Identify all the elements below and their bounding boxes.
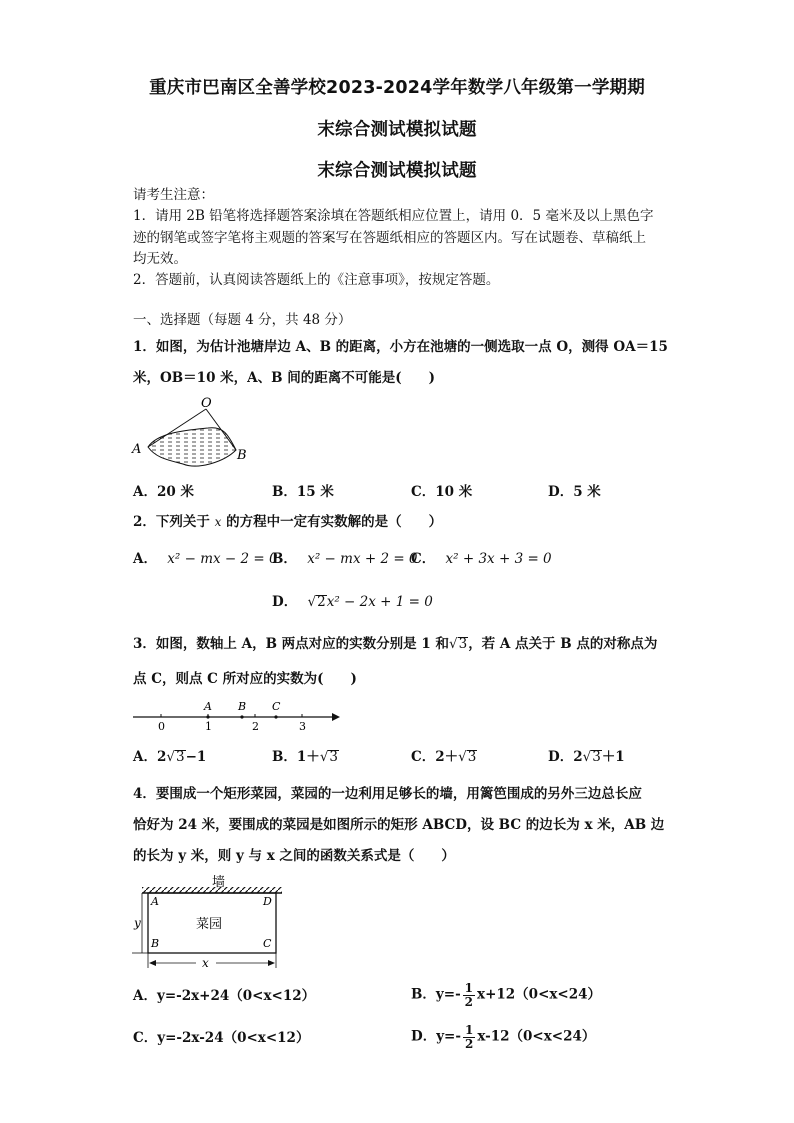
q3-option-a[interactable]: A．2√3−1 [133, 749, 207, 765]
q2-stem: 2．下列关于 x 的方程中一定有实数解的是（ ） [133, 514, 443, 530]
q4-option-a[interactable]: A．y=-2x+24（0<x<12） [133, 988, 316, 1004]
q1-label-B: B [237, 448, 247, 463]
q3-tick-2: 2 [252, 720, 259, 733]
q4-option-d[interactable]: D．y=- $\frac{1}{2}$ x-12（0<x<24） [411, 1023, 596, 1051]
q4-option-c[interactable]: C．y=-2x-24（0<x<12） [133, 1030, 310, 1046]
notice-item-1-line-3: 均无效。 [133, 251, 187, 267]
q4-label-C: C [263, 937, 272, 950]
notice-item-1-line-1: 1．请用 2B 铅笔将选择题答案涂填在答题纸相应位置上，请用 0．5 毫米及以上黑色字 [133, 208, 654, 224]
q2-option-a[interactable]: A． x² − mx − 2 = 0 [133, 551, 278, 567]
section-heading: 一、选择题（每题 4 分，共 48 分） [133, 312, 352, 328]
q3-point-A: A [204, 700, 212, 713]
q4-label-B: B [151, 937, 160, 950]
q4-stem-line-3: 的长为 y 米，则 y 与 x 之间的函数关系式是（ ） [133, 848, 455, 864]
notice-item-1-line-2: 迹的钢笔或签字笔将主观题的答案写在答题纸相应的答题区内。写在试题卷、草稿纸上 [133, 230, 646, 246]
notice-item-2: 2．答题前，认真阅读答题纸上的《注意事项》，按规定答题。 [133, 272, 500, 288]
q4-garden-label: 菜园 [196, 917, 223, 932]
document-title-line-3: 末综合测试模拟试题 [317, 161, 477, 181]
q4-label-y: y [134, 916, 141, 930]
q4-label-D: D [263, 895, 272, 908]
q3-tick-3: 3 [299, 720, 306, 733]
q1-option-b[interactable]: B．15 米 [272, 484, 334, 500]
q1-stem-line-2: 米，OB＝10 米，A、B 间的距离不可能是( ) [133, 370, 436, 386]
q3-option-c[interactable]: C．2＋√3 [411, 749, 477, 765]
q3-option-d[interactable]: D．2√3＋1 [548, 749, 625, 765]
q2-option-b[interactable]: B． x² − mx + 2 = 0 [272, 551, 418, 567]
q3-tick-1: 1 [205, 720, 212, 733]
notice-heading: 请考生注意： [133, 187, 214, 203]
q1-label-A: A [132, 442, 142, 457]
q4-stem-line-2: 恰好为 24 米，要围成的菜园是如图所示的矩形 ABCD，设 BC 的边长为 x 米，AB 边 [133, 817, 665, 833]
q1-pond-figure [128, 392, 258, 468]
document-title-line-1: 重庆市巴南区全善学校2023-2024学年数学八年级第一学期期 [149, 78, 645, 98]
q1-option-c[interactable]: C．10 米 [411, 484, 473, 500]
q3-point-C: C [272, 700, 281, 713]
q4-stem-line-1: 4．要围成一个矩形菜园，菜园的一边利用足够长的墙，用篱笆围成的另外三边总长应 [133, 786, 642, 802]
q3-stem-line-1: 3．如图，数轴上 A，B 两点对应的实数分别是 1 和√3，若 A 点关于 B 点的对称点为 [133, 636, 658, 652]
q2-option-d[interactable]: D． √2x² − 2x + 1 = 0 [272, 594, 433, 610]
q3-tick-0: 0 [158, 720, 165, 733]
q3-option-b[interactable]: B．1＋√3 [272, 749, 339, 765]
q1-stem-line-1: 1．如图，为估计池塘岸边 A、B 的距离，小方在池塘的一侧选取一点 O，测得 OA＝15 [133, 339, 668, 355]
q4-wall-label: 墙 [212, 875, 226, 890]
q4-label-x: x [202, 956, 209, 970]
q3-number-line [128, 698, 348, 734]
q3-stem-line-2: 点 C，则点 C 所对应的实数为( ) [133, 671, 357, 687]
q1-option-a[interactable]: A．20 米 [133, 484, 194, 500]
q4-option-b[interactable]: B．y=- $\frac{1}{2}$ x+12（0<x<24） [411, 981, 602, 1009]
q1-option-d[interactable]: D．5 米 [548, 484, 601, 500]
q2-option-c[interactable]: C． x² + 3x + 3 = 0 [411, 551, 552, 567]
q1-label-O: O [201, 396, 212, 411]
q4-garden-figure [128, 872, 288, 972]
document-title-line-2: 末综合测试模拟试题 [317, 120, 477, 140]
q4-label-A: A [151, 895, 159, 908]
q3-point-B: B [238, 700, 247, 713]
